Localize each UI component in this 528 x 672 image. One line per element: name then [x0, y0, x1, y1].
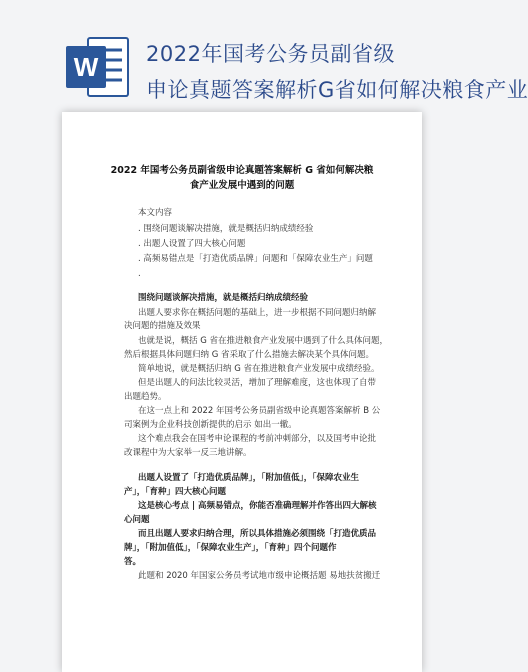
paragraph-line: 产」，「育种」四大核心问题 [124, 487, 227, 497]
document-title-line-2: 食产业发展中遇到的问题 [189, 180, 295, 191]
word-document-icon [64, 34, 130, 100]
banner-title-line-2: 申论真题答案解析G省如何解决粮食产业 [146, 78, 528, 102]
section-heading: 围绕问题谈解决措施，就是概括归纳成绩经验 [138, 293, 309, 303]
paragraph-line: 司案例为企业科技创新提供的启示 如出一辙。 [124, 420, 297, 430]
paragraph-line: 这是核心考点 | 高频易错点，你能否准确理解并作答出四大解核 [138, 501, 377, 511]
paragraph-line: 改课程中为大家举一反三地讲解。 [124, 448, 252, 458]
paragraph-line: 然后根据具体问题归纳 G 省采取了什么措施去解决某个具体问题。 [124, 350, 374, 360]
paragraph-line: 心问题 [124, 515, 150, 525]
bullet-item: . 围绕问题谈解决措施，就是概括归纳成绩经验 [138, 224, 314, 234]
paragraph-line: 简单地说，就是概括归纳 G 省在推进粮食产业发展中成绩经验。 [138, 364, 380, 374]
paragraph-line: 在这一点上和 2022 年国考公务员副省级申论真题答案解析 B 公 [138, 406, 381, 416]
paragraph-line: 而且出题人要求归纳合理，所以具体措施必须围绕「打造优质品 [138, 529, 377, 539]
paragraph-line: 这个难点我会在国考申论课程的考前冲刺部分，以及国考申论批 [138, 434, 377, 444]
word-logo-letter: W [73, 52, 99, 82]
content-heading: 本文内容 [138, 208, 173, 218]
bullet-item: . 高频易错点是「打造优质品牌」问题和「保障农业生产」问题 [138, 254, 373, 264]
document-page [62, 112, 422, 672]
paragraph-line: 出题人要求你在概括问题的基础上，进一步根据不同问题归纳解 [138, 308, 377, 318]
paragraph-line: 决问题的措施及效果 [124, 321, 201, 331]
paragraph-line: 牌」，「附加值低」，「保障农业生产」，「育种」四个问题作 [124, 543, 337, 553]
paragraph-line: 答。 [124, 557, 142, 567]
paragraph-line: 此题和 2020 年国家公务员考试地市级申论概括题 易地扶贫搬迁 [138, 571, 381, 581]
bullet-item: . [138, 269, 141, 279]
paragraph-line: 出题人设置了「打造优质品牌」，「附加值低」，「保障农业生 [138, 473, 360, 483]
paragraph-line: 但是出题人的问法比较灵活，增加了理解难度，这也体现了自带 [138, 378, 377, 388]
banner-title-line-1: 2022年国考公务员副省级 [146, 42, 395, 66]
paragraph-line: 出题趋势。 [124, 392, 167, 402]
bullet-item: . 出题人设置了四大核心问题 [138, 239, 246, 249]
document-title-line-1: 2022 年国考公务员副省级申论真题答案解析 G 省如何解决粮 [110, 165, 374, 176]
banner-header [0, 0, 528, 120]
paragraph-line: 也就是说，概括 G 省在推进粮食产业发展中遇到了什么具体问题， [138, 336, 388, 346]
